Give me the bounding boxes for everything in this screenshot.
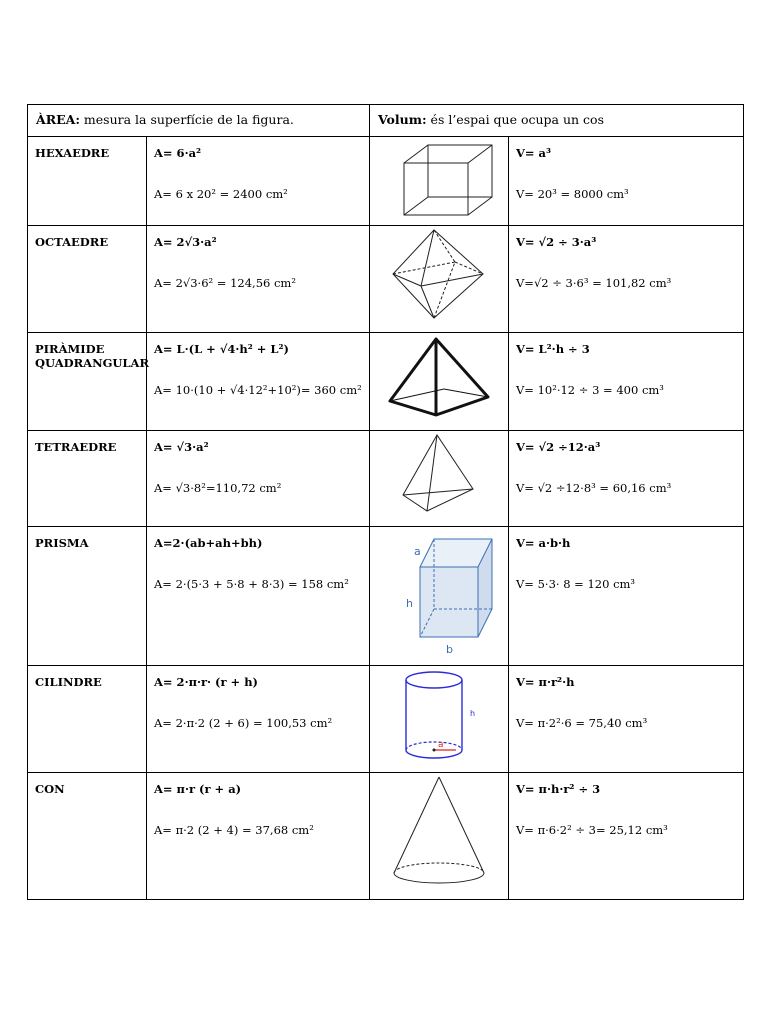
area-formula: A= π·r (r + a)	[154, 782, 242, 796]
area-example: A= 10·(10 + √4·12²+10²)= 360 cm²	[154, 383, 362, 397]
volume-formula: V= a·b·h	[516, 536, 571, 550]
shape-name: HEXAEDRE	[35, 146, 110, 160]
area-example: A= 6 x 20² = 2400 cm²	[154, 187, 288, 201]
cylinder-icon	[394, 666, 484, 766]
shape-name: PRISMA	[35, 536, 89, 550]
volume-example: V= √2 ÷12·8³ = 60,16 cm³	[516, 481, 672, 495]
volume-example: V= π·2²·6 = 75,40 cm³	[516, 716, 648, 730]
octahedron-icon	[389, 226, 489, 326]
prism-label-b: b	[446, 643, 453, 655]
table-row	[28, 333, 744, 431]
prism-label-h: h	[406, 597, 413, 610]
cone-icon	[384, 773, 494, 893]
pyramid-icon	[384, 333, 494, 417]
volum-description: és l’espai que ocupa un cos	[426, 112, 604, 127]
volume-example: V= 5·3· 8 = 120 cm³	[516, 577, 636, 591]
tetrahedron-icon	[399, 431, 479, 517]
volume-formula: V= L²·h ÷ 3	[516, 342, 590, 356]
header-row	[28, 105, 744, 137]
area-example: A= 2√3·6² = 124,56 cm²	[154, 276, 296, 290]
table-row	[28, 773, 744, 900]
table-row	[28, 137, 744, 226]
volume-formula: V= √2 ÷12·a³	[516, 440, 601, 454]
volume-example: V=√2 ÷ 3·6³ = 101,82 cm³	[516, 276, 672, 290]
volum-header-cell	[370, 105, 744, 137]
shape-name: PIRÀMIDE QUADRANGULAR	[35, 342, 149, 370]
volume-formula: V= π·h·r² ÷ 3	[516, 782, 601, 796]
table-row	[28, 431, 744, 527]
volume-example: V= π·6·2² ÷ 3= 25,12 cm³	[516, 823, 668, 837]
shape-name: CILINDRE	[35, 675, 102, 689]
volume-formula: V= π·r²·h	[516, 675, 575, 689]
table-row	[28, 226, 744, 333]
cube-icon	[384, 137, 494, 219]
area-formula: A= √3·a²	[154, 440, 209, 454]
area-formula: A= 6·a²	[154, 146, 202, 160]
shape-name: CON	[35, 782, 65, 796]
table-row	[28, 666, 744, 773]
area-example: A= 2·π·2 (2 + 6) = 100,53 cm²	[154, 716, 333, 730]
area-formula: A=2·(ab+ah+bh)	[154, 536, 263, 550]
volume-formula: V= √2 ÷ 3·a³	[516, 235, 597, 249]
area-header-cell	[28, 105, 370, 137]
cylinder-label-h: h	[470, 709, 476, 718]
shape-name: OCTAEDRE	[35, 235, 109, 249]
table-row	[28, 527, 744, 666]
volum-label: Volum:	[378, 112, 427, 127]
volume-formula: V= a³	[516, 146, 552, 160]
area-example: A= √3·8²=110,72 cm²	[154, 481, 282, 495]
area-label: ÀREA:	[36, 112, 80, 127]
area-formula: A= L·(L + √4·h² + L²)	[154, 342, 289, 356]
area-description: mesura la superfície de la figura.	[79, 112, 294, 127]
cylinder-label-a: a	[438, 740, 444, 750]
prism-icon	[384, 527, 494, 655]
area-formula: A= 2·π·r· (r + h)	[154, 675, 258, 689]
volume-example: V= 20³ = 8000 cm³	[516, 187, 629, 201]
formula-table	[27, 104, 744, 900]
shape-name: TETRAEDRE	[35, 440, 117, 454]
area-example: A= π·2 (2 + 4) = 37,68 cm²	[154, 823, 314, 837]
volume-example: V= 10²·12 ÷ 3 = 400 cm³	[516, 383, 664, 397]
area-example: A= 2·(5·3 + 5·8 + 8·3) = 158 cm²	[154, 577, 349, 591]
area-formula: A= 2√3·a²	[154, 235, 217, 249]
prism-label-a: a	[414, 545, 421, 558]
